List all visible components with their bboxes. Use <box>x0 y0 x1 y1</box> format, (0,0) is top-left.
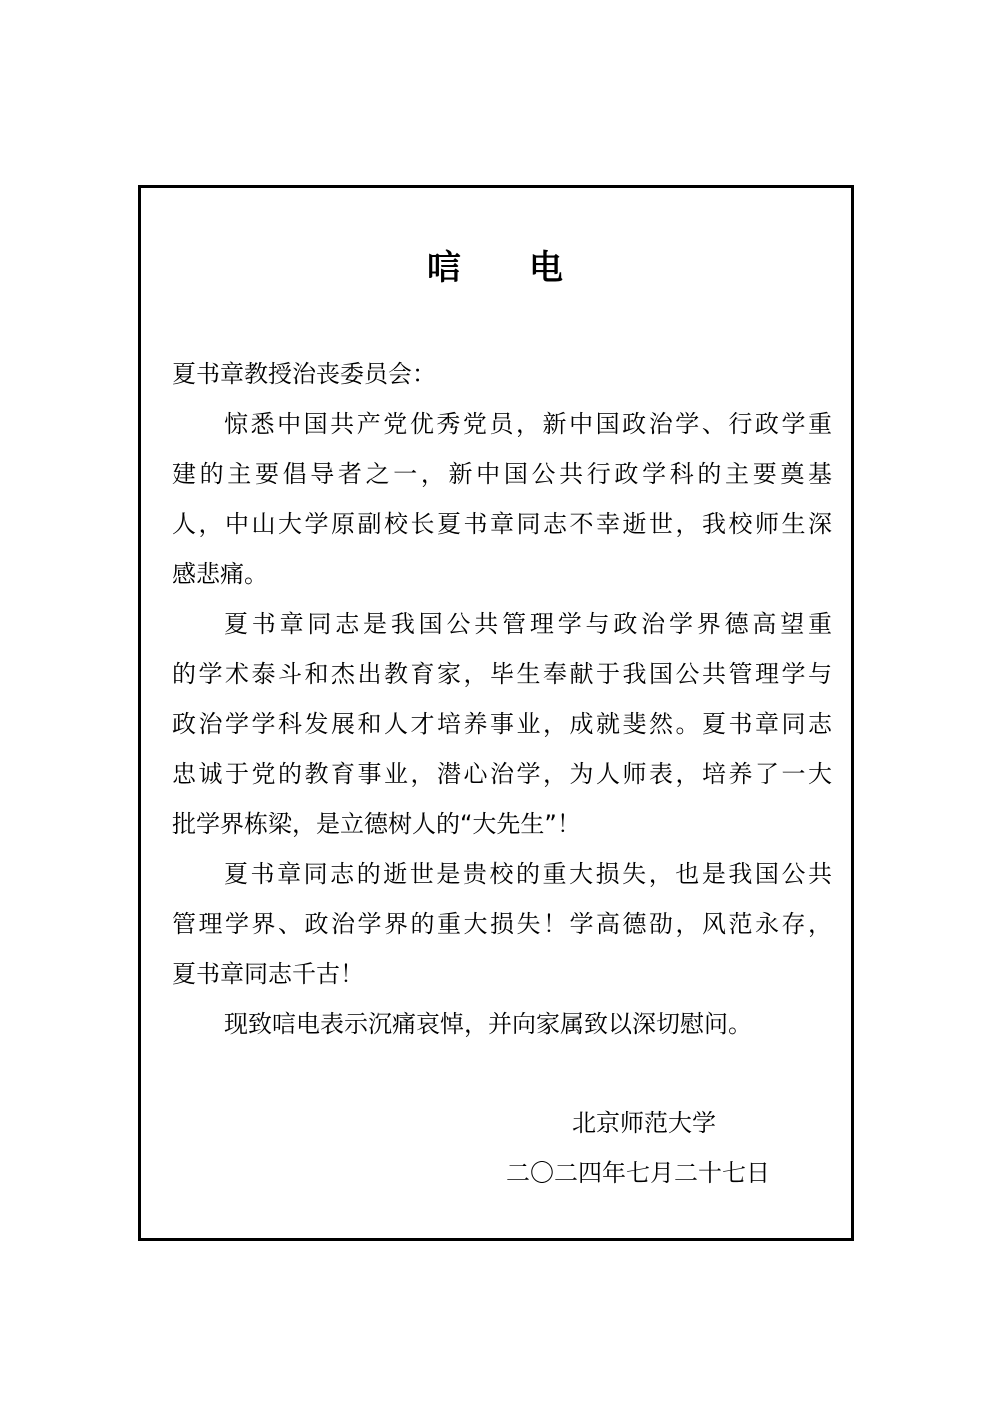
salutation <box>172 349 832 399</box>
paragraph-3 <box>172 849 832 999</box>
paragraph-line: 忠诚于党的教育事业，潜心治学，为人师表，培养了一大 <box>172 760 832 788</box>
salutation-line: 夏书章教授治丧委员会： <box>172 360 436 388</box>
paragraph-1 <box>172 399 832 599</box>
title-char-2: 电 <box>529 248 565 288</box>
paragraph-line: 现致唁电表示沉痛哀悼，并向家属致以深切慰问。 <box>224 1010 752 1038</box>
paragraph-line: 感悲痛。 <box>172 560 268 588</box>
signature-organization: 北京师范大学 <box>572 1109 716 1137</box>
signature-date: 二〇二四年七月二十七日 <box>506 1159 770 1187</box>
paragraph-line: 惊悉中国共产党优秀党员，新中国政治学、行政学重 <box>224 410 832 438</box>
paragraph-line: 夏书章同志千古！ <box>172 960 364 988</box>
paragraph-line: 建的主要倡导者之一，新中国公共行政学科的主要奠基 <box>172 460 832 488</box>
paragraph-line: 批学界栋梁，是立德树人的“大先生”！ <box>172 810 581 838</box>
paragraph-line: 的学术泰斗和杰出教育家，毕生奉献于我国公共管理学与 <box>172 660 832 688</box>
paragraph-line: 夏书章同志是我国公共管理学与政治学界德高望重 <box>224 610 832 638</box>
paragraph-line: 管理学界、政治学界的重大损失！学高德劭，风范永存， <box>172 910 832 938</box>
title-char-1: 唁 <box>427 248 463 288</box>
paragraph-line: 夏书章同志的逝世是贵校的重大损失，也是我国公共 <box>224 860 832 888</box>
paragraph-line: 政治学学科发展和人才培养事业，成就斐然。夏书章同志 <box>172 710 832 738</box>
paragraph-4 <box>172 999 832 1049</box>
document-title <box>0 248 992 288</box>
paragraph-2 <box>172 599 832 849</box>
paragraph-line: 人，中山大学原副校长夏书章同志不幸逝世，我校师生深 <box>172 510 832 538</box>
